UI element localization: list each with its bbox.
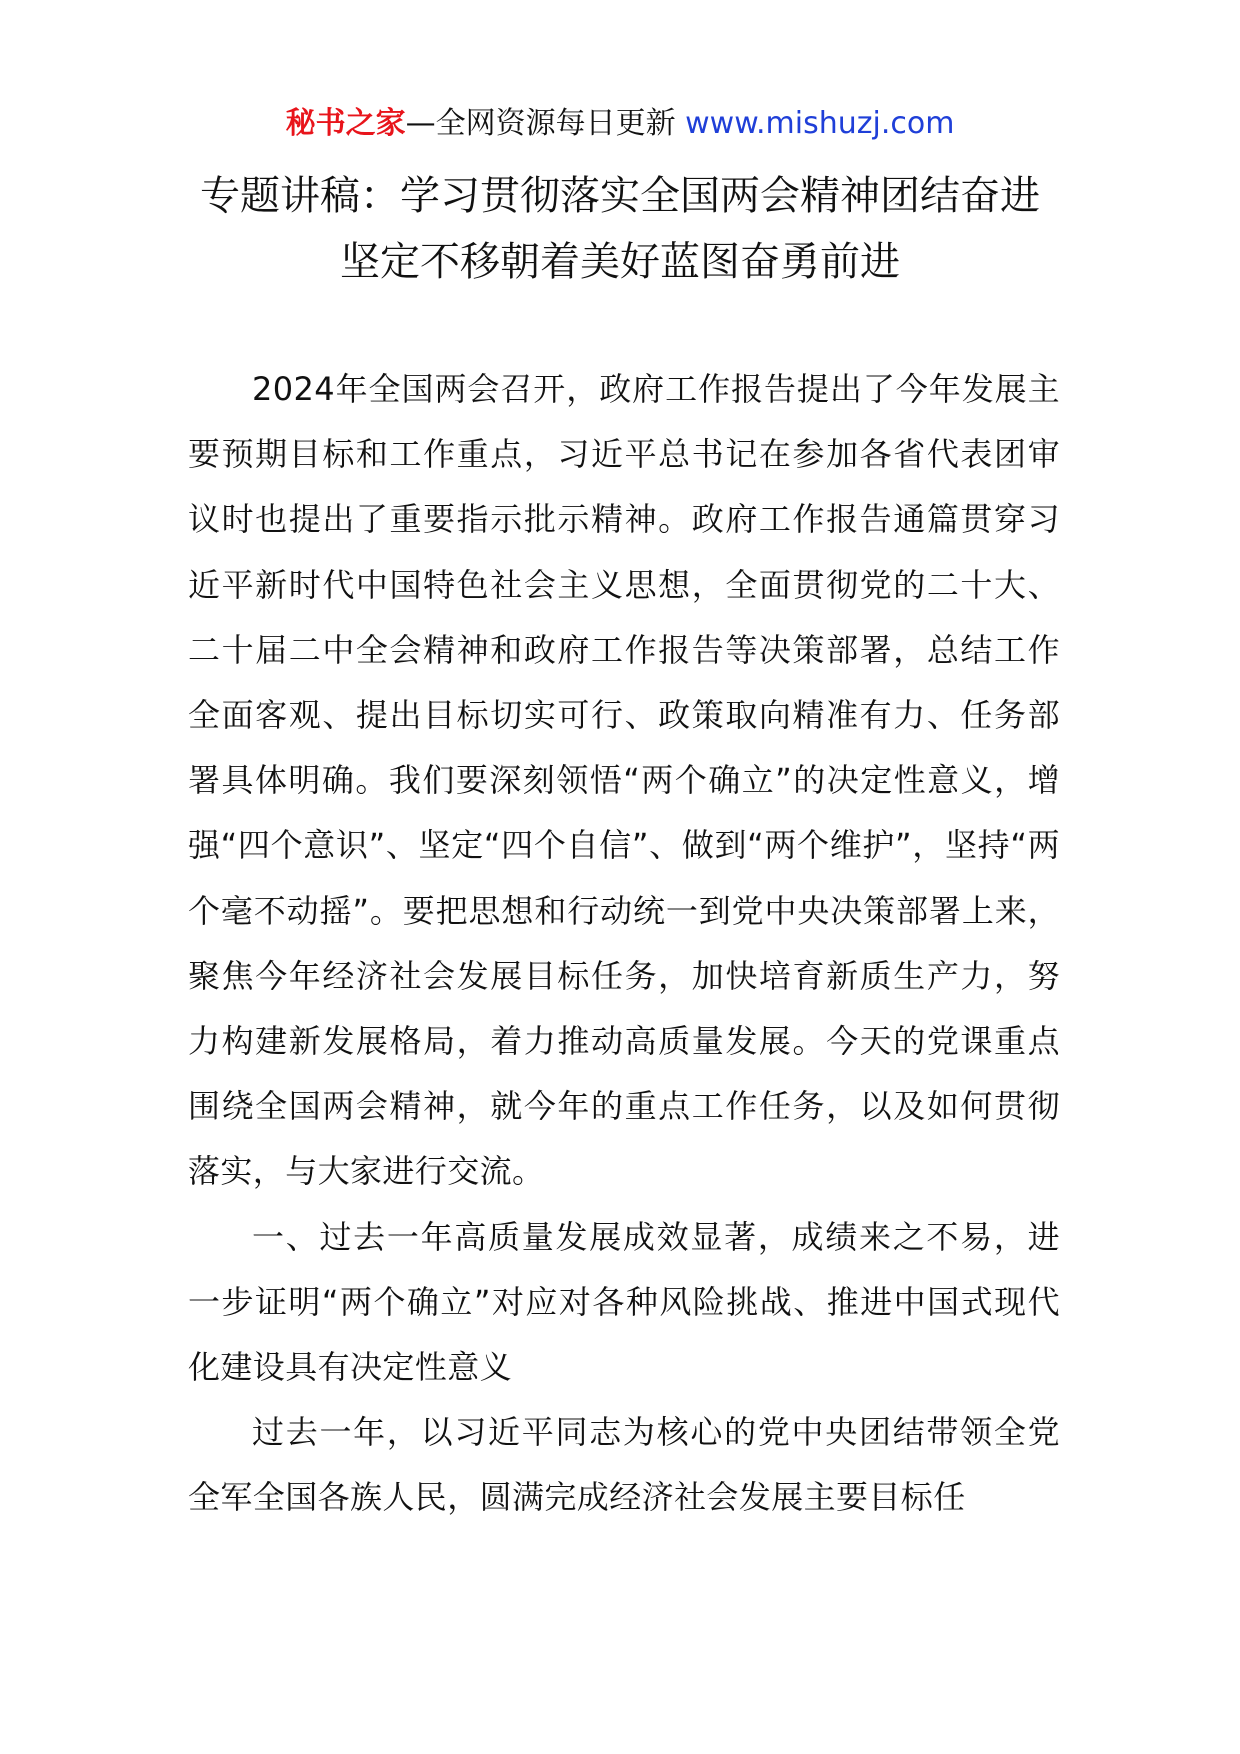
header-banner <box>0 104 1240 144</box>
section-1-paragraph: 过去一年，以习近平同志为核心的党中央团结带领全党全军全国各族人民，圆满完成经济社会发展主要目标任 <box>188 1413 1060 1517</box>
banner-dash: — <box>405 106 436 141</box>
banner-slogan: 全网资源每日更新 <box>435 106 676 141</box>
document-body <box>188 357 1060 1531</box>
document-title: 专题讲稿：学习贯彻落实全国两会精神团结奋进坚定不移朝着美好蓝图奋勇前进 <box>200 173 1040 285</box>
section-heading-1: 一、过去一年高质量发展成效显著，成绩来之不易，进一步证明“两个确立”对应对各种风险挑战、推进中国式现代化建设具有决定性意义 <box>188 1217 1060 1387</box>
brand-name: 秘书之家 <box>285 106 406 141</box>
intro-paragraph: 2024年全国两会召开，政府工作报告提出了今年发展主要预期目标和工作重点，习近平总书记在参加各省代表团审议时也提出了重要指示批示精神。政府工作报告通篇贯穿习近平新时代中国特色社会主义思想，全面贯彻党的二十大、二十届二中全会精神和政府工作报告等决策部署，总结工作全面客观、提出目标切实可行、政策取向精准有力、任务部署具体明确。我们要深刻领悟“两个确立”的决定性意义，增强“四个意识”、坚定“四个自信”、做到“两个维护”，坚持“两个毫不动摇”。要把思想和行动统一到党中央决策部署上来，聚焦今年经济社会发展目标任务，加快培育新质生产力，努力构建新发展格局，着力推动高质量发展。今天的党课重点围绕全国两会精神，就今年的重点工作任务，以及如何贯彻落实，与大家进行交流。 <box>188 370 1060 1191</box>
website-link[interactable]: www.mishuzj.com <box>685 106 955 141</box>
